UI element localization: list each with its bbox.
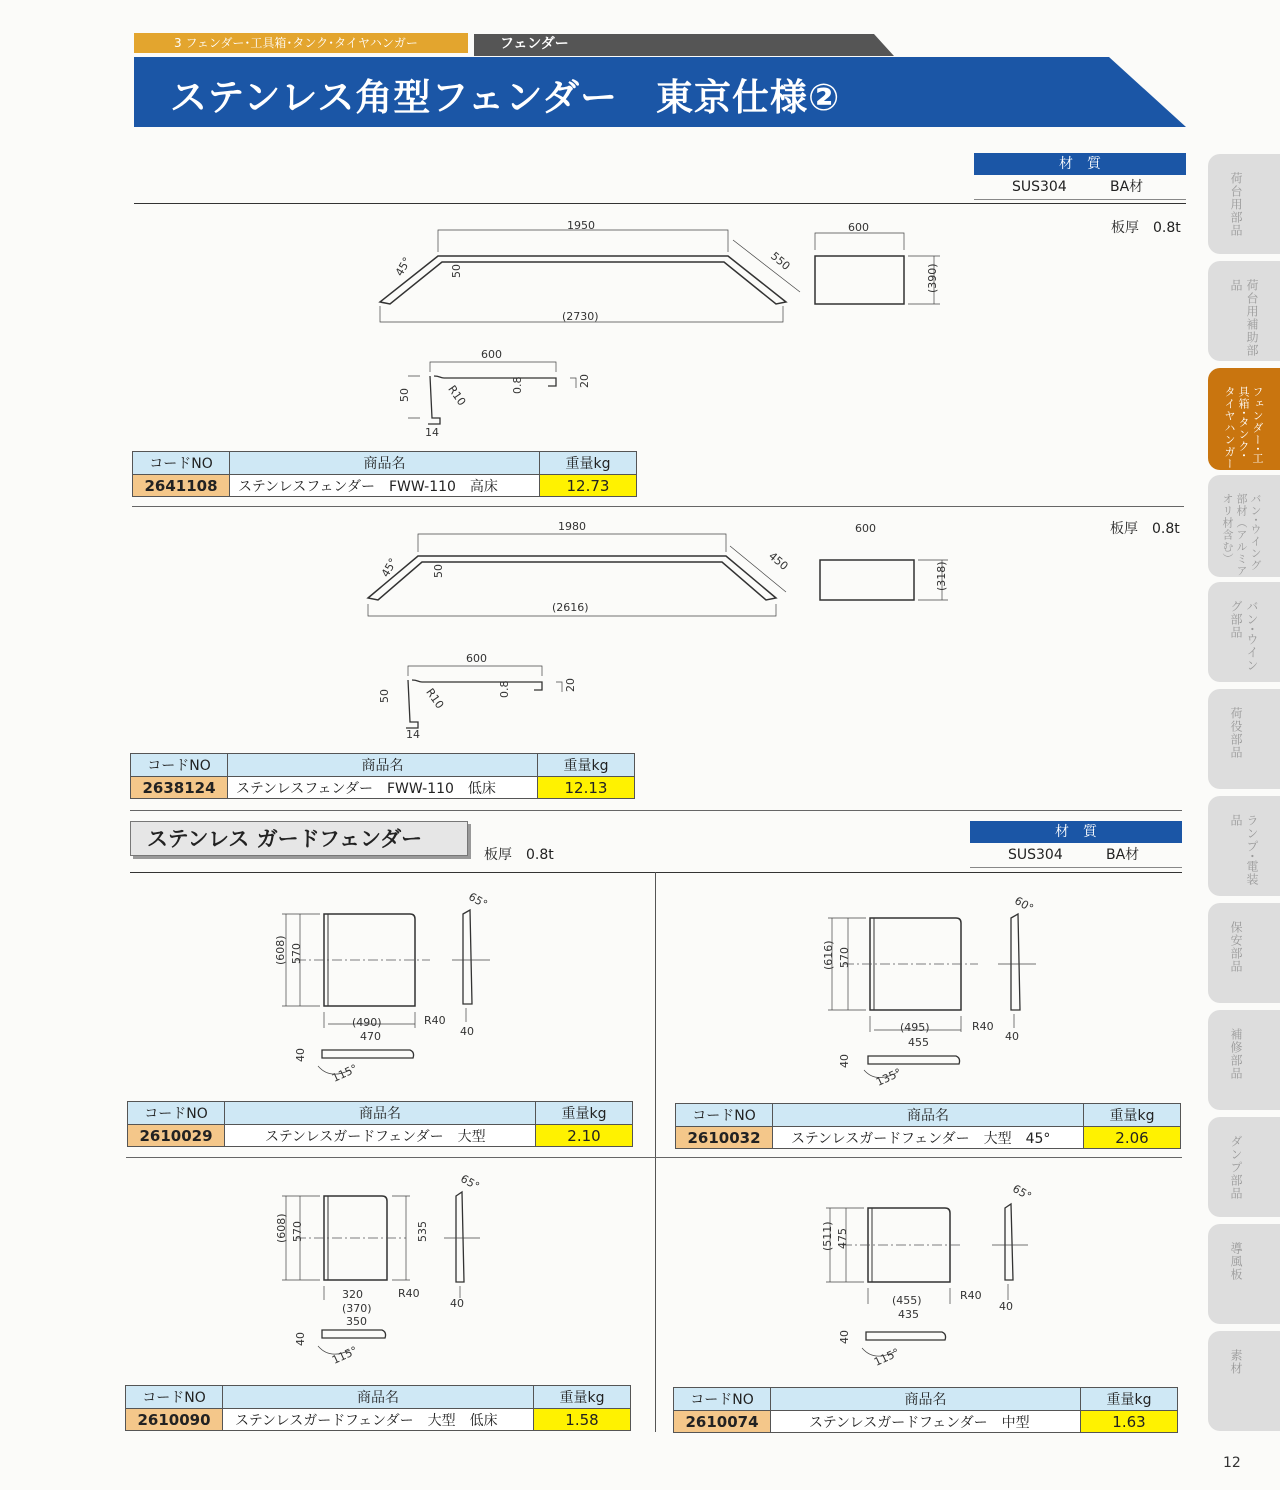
svg-text:50: 50 xyxy=(378,689,391,703)
svg-text:450: 450 xyxy=(766,549,791,573)
page-number: 12 xyxy=(1223,1455,1241,1471)
svg-text:R40: R40 xyxy=(424,1014,446,1027)
svg-text:R10: R10 xyxy=(423,685,447,712)
fender-high-section xyxy=(428,376,556,424)
svg-text:40: 40 xyxy=(838,1330,851,1344)
product-table: コードNO 商品名 重量kg 2638124 ステンレスフェンダー FWW-110 低床 12.13 xyxy=(130,753,635,799)
svg-text:40: 40 xyxy=(460,1025,474,1038)
svg-text:65°: 65° xyxy=(466,890,490,912)
svg-text:115°: 115° xyxy=(330,1343,360,1367)
svg-text:40: 40 xyxy=(999,1300,1013,1313)
divider xyxy=(130,810,1182,811)
svg-text:(608): (608) xyxy=(274,935,287,965)
sidebar-tab-6[interactable]: 荷役部品 xyxy=(1208,689,1280,789)
svg-text:45°: 45° xyxy=(392,255,414,279)
divider xyxy=(134,203,1186,204)
svg-text:570: 570 xyxy=(838,947,851,968)
breadcrumb-category: 3 フェンダー･工具箱･タンク･タイヤハンガー xyxy=(134,33,468,53)
svg-text:535: 535 xyxy=(416,1221,429,1242)
guard-1-drawing xyxy=(274,890,490,1085)
product-table: コードNO 商品名 重量kg 2610032 ステンレスガードフェンダー 大型 45° 2.06 xyxy=(675,1103,1181,1149)
sidebar-tab-4[interactable]: バン･ウイング部材（アルミアオリ材含む） xyxy=(1208,475,1280,577)
svg-text:60°: 60° xyxy=(1012,894,1036,916)
svg-text:65°: 65° xyxy=(1010,1182,1034,1204)
sidebar-tab-8[interactable]: 保安部品 xyxy=(1208,903,1280,1003)
svg-text:(608): (608) xyxy=(275,1213,288,1243)
svg-text:R40: R40 xyxy=(972,1020,994,1033)
svg-text:1980: 1980 xyxy=(558,520,586,533)
sidebar-tab-1[interactable]: 荷台用部品 xyxy=(1208,154,1280,254)
dim-top: 1950 xyxy=(567,219,595,232)
svg-text:115°: 115° xyxy=(330,1061,360,1085)
svg-text:(616): (616) xyxy=(822,940,835,970)
fender-low-top-view xyxy=(820,560,914,600)
svg-text:550: 550 xyxy=(768,249,793,273)
svg-text:135°: 135° xyxy=(874,1065,904,1089)
svg-text:455: 455 xyxy=(908,1036,929,1049)
page-title: ステンレス角型フェンダー 東京仕様② xyxy=(170,76,841,119)
svg-text:600: 600 xyxy=(466,652,487,665)
svg-text:600: 600 xyxy=(848,221,869,234)
table-row: 2638124 ステンレスフェンダー FWW-110 低床 12.13 xyxy=(131,777,635,799)
product-table: コードNO 商品名 重量kg 2610029 ステンレスガードフェンダー 大型 2.10 xyxy=(127,1101,633,1147)
svg-text:40: 40 xyxy=(1005,1030,1019,1043)
fender-low-section xyxy=(406,680,542,728)
breadcrumb-sub: フェンダー xyxy=(500,36,569,52)
svg-text:R40: R40 xyxy=(960,1289,982,1302)
sidebar-tab-11[interactable]: 導風板 xyxy=(1208,1224,1280,1324)
svg-text:600: 600 xyxy=(481,348,502,361)
sidebar-tab-10[interactable]: ダンプ部品 xyxy=(1208,1117,1280,1217)
thickness-note: 板厚 0.8t xyxy=(484,847,554,863)
svg-text:600: 600 xyxy=(855,522,876,535)
divider xyxy=(130,872,1182,873)
svg-text:40: 40 xyxy=(294,1048,307,1062)
svg-text:40: 40 xyxy=(450,1297,464,1310)
svg-text:65°: 65° xyxy=(458,1172,482,1194)
svg-text:50: 50 xyxy=(398,388,411,402)
svg-text:40: 40 xyxy=(294,1332,307,1346)
sidebar-tab-2[interactable]: 荷台用補助部品 xyxy=(1208,261,1280,361)
svg-text:115°: 115° xyxy=(872,1345,902,1369)
material-box xyxy=(974,153,1186,200)
svg-text:470: 470 xyxy=(360,1030,381,1043)
material-box: 材 質 SUS304 BA材 xyxy=(970,821,1182,868)
table-row: 2641108 ステンレスフェンダー FWW-110 高床 12.73 xyxy=(133,475,637,497)
svg-text:R10: R10 xyxy=(445,382,469,409)
fender-low-side-view xyxy=(368,556,776,600)
guard-2-drawing xyxy=(822,894,1036,1089)
svg-text:R40: R40 xyxy=(398,1287,420,1300)
svg-text:50: 50 xyxy=(432,564,445,578)
section-title: ステンレス ガードフェンダー xyxy=(130,821,468,856)
svg-text:0.8: 0.8 xyxy=(511,376,524,394)
table-row: 2610029 ステンレスガードフェンダー 大型 2.10 xyxy=(128,1125,633,1147)
product-table: コードNO 商品名 重量kg 2610074 ステンレスガードフェンダー 中型 1.63 xyxy=(673,1387,1178,1433)
material-label: 材 質 xyxy=(974,153,1186,175)
sidebar-tab-9[interactable]: 補修部品 xyxy=(1208,1010,1280,1110)
product-table: コードNO 商品名 重量kg 2641108 ステンレスフェンダー FWW-110 高床 12.73 xyxy=(132,451,637,497)
table-row: 2610032 ステンレスガードフェンダー 大型 45° 2.06 xyxy=(676,1127,1181,1149)
table-row: 2610090 ステンレスガードフェンダー 大型 低床 1.58 xyxy=(126,1409,631,1431)
divider xyxy=(126,1157,1182,1158)
svg-text:(2730): (2730) xyxy=(562,310,599,323)
svg-text:50: 50 xyxy=(450,264,463,278)
guard-4-drawing xyxy=(821,1182,1034,1369)
thickness-note: 板厚 0.8t xyxy=(1110,521,1180,537)
sidebar-tab-5[interactable]: バン･ウイング部品 xyxy=(1208,582,1280,682)
svg-text:350: 350 xyxy=(346,1315,367,1328)
product-table: コードNO 商品名 重量kg 2610090 ステンレスガードフェンダー 大型 低床 1.58 xyxy=(125,1385,631,1431)
svg-text:435: 435 xyxy=(898,1308,919,1321)
svg-text:(2616): (2616) xyxy=(552,601,589,614)
svg-text:(495): (495) xyxy=(900,1021,930,1034)
guard-3-drawing xyxy=(275,1172,482,1367)
svg-text:14: 14 xyxy=(406,728,420,741)
svg-text:(370): (370) xyxy=(342,1302,372,1315)
sidebar-tab-12[interactable]: 素材 xyxy=(1208,1331,1280,1431)
fender-high-top-view xyxy=(815,256,904,304)
sidebar-tab-7[interactable]: ランプ･電装品 xyxy=(1208,796,1280,896)
svg-text:(318): (318) xyxy=(935,561,948,591)
svg-text:(490): (490) xyxy=(352,1016,382,1029)
svg-text:20: 20 xyxy=(564,678,577,692)
svg-text:20: 20 xyxy=(578,374,591,388)
fender-high-side-view xyxy=(380,256,786,304)
thickness-note: 板厚 0.8t xyxy=(1111,220,1181,236)
svg-text:475: 475 xyxy=(836,1228,849,1249)
svg-text:0.8: 0.8 xyxy=(498,680,511,698)
svg-text:14: 14 xyxy=(425,426,439,439)
material-finish: BA材 xyxy=(1110,179,1144,195)
material-grade: SUS304 xyxy=(1012,179,1067,195)
svg-text:570: 570 xyxy=(291,1221,304,1242)
svg-text:45°: 45° xyxy=(378,556,400,580)
divider xyxy=(655,872,656,1432)
table-row: 2610074 ステンレスガードフェンダー 中型 1.63 xyxy=(674,1411,1178,1433)
svg-text:(455): (455) xyxy=(892,1294,922,1307)
svg-text:40: 40 xyxy=(838,1054,851,1068)
svg-text:(511): (511) xyxy=(821,1221,834,1251)
divider xyxy=(132,506,1184,507)
svg-text:320: 320 xyxy=(342,1288,363,1301)
svg-text:(390): (390) xyxy=(926,263,939,293)
svg-text:570: 570 xyxy=(290,943,303,964)
sidebar-tab-3-active[interactable]: フェンダー･工具箱･タンク･タイヤハンガー xyxy=(1208,368,1280,470)
